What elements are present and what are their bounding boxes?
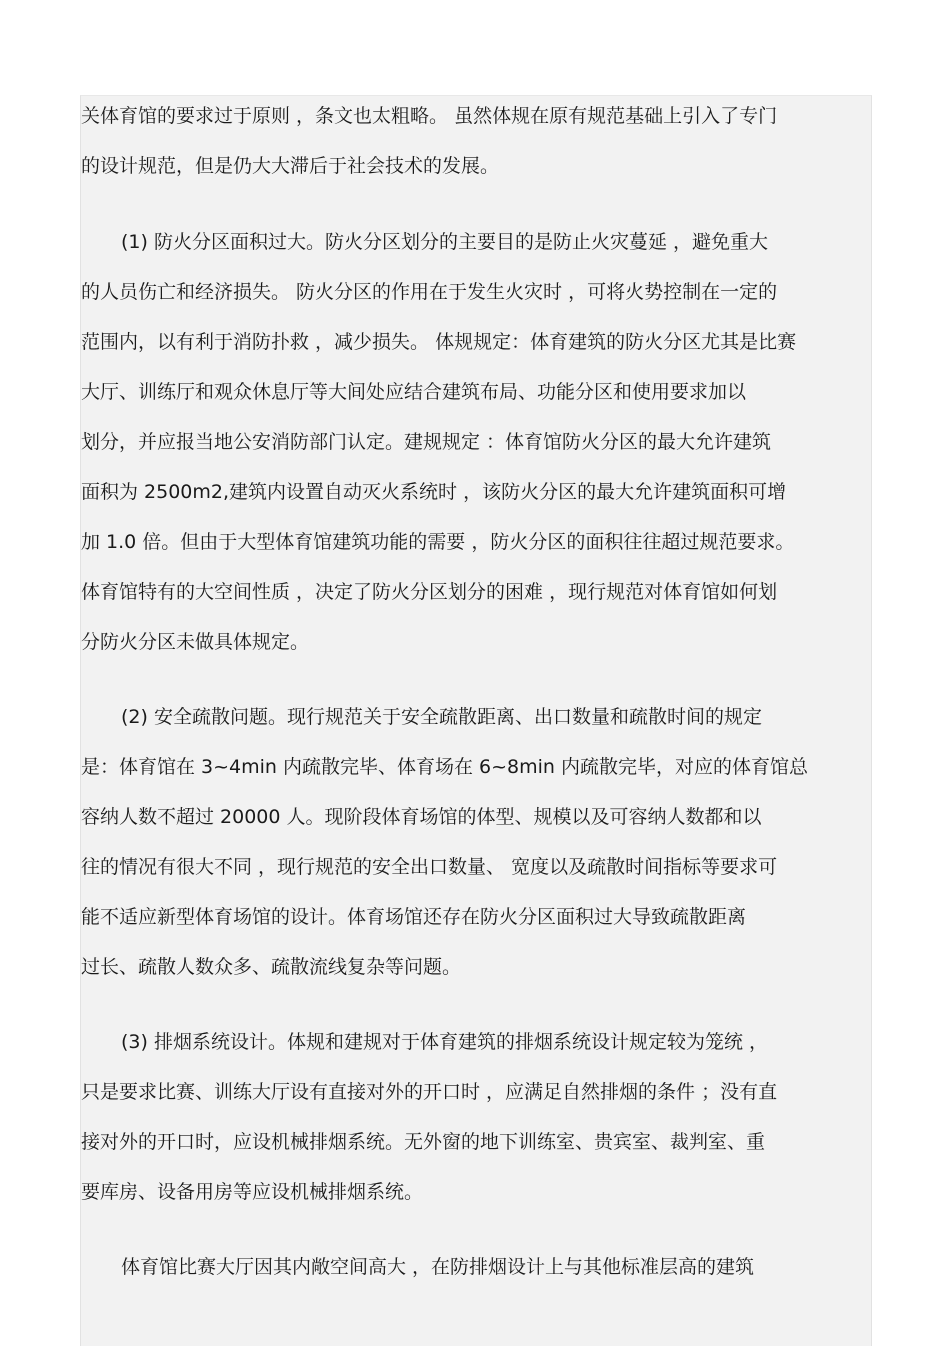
text-line: 只是要求比赛、训练大厅设有直接对外的开口时 ，应满足自然排烟的条件 ；没有直	[81, 1081, 778, 1103]
text-line: 体育馆比赛大厅因其内敞空间高大 ，在防排烟设计上与其他标准层高的建筑	[121, 1256, 755, 1278]
text-line: 体育馆特有的大空间性质 ，决定了防火分区划分的困难 ，现行规范对体育馆如何划	[81, 581, 778, 603]
text-line: 的人员伤亡和经济损失。 防火分区的作用在于发生火灾时 ，可将火势控制在一定的	[81, 281, 778, 303]
text-line: 容纳人数不超过 20000 人。现阶段体育场馆的体型、规模以及可容纳人数都和以	[81, 806, 762, 828]
text-line: 过长、疏散人数众多、疏散流线复杂等问题。	[81, 956, 462, 978]
text-line: 面积为 2500m2,建筑内设置自动灭火系统时 ，该防火分区的最大允许建筑面积可增	[81, 481, 787, 503]
text-line: 分防火分区未做具体规定。	[81, 631, 310, 653]
text-line: 关体育馆的要求过于原则 ，条文也太粗略。 虽然体规在原有规范基础上引入了专门	[81, 105, 778, 127]
text-line: (3) 排烟系统设计。体规和建规对于体育建筑的排烟系统设计规定较为笼统 ，	[121, 1031, 768, 1053]
text-line: 加 1.0 倍。但由于大型体育馆建筑功能的需要 ，防火分区的面积往往超过规范要求。	[81, 531, 795, 553]
text-line: 接对外的开口时，应设机械排烟系统。无外窗的地下训练室、贵宾室、裁判室、重	[81, 1131, 766, 1153]
document-page	[80, 95, 872, 1346]
text-line: 划分，并应报当地公安消防部门认定。建规规定 ：体育馆防火分区的最大允许建筑	[81, 431, 772, 453]
text-line: 是：体育馆在 3~4min 内疏散完毕、体育场在 6~8min 内疏散完毕，对应的体育馆总	[81, 756, 809, 778]
text-line: (1) 防火分区面积过大。防火分区划分的主要目的是防止火灾蔓延 ，避免重大	[121, 231, 768, 253]
text-line: 的设计规范，但是仍大大滞后于社会技术的发展。	[81, 155, 500, 177]
text-line: 要库房、设备用房等应设机械排烟系统。	[81, 1181, 424, 1203]
text-line: 能不适应新型体育场馆的设计。体育场馆还存在防火分区面积过大导致疏散距离	[81, 906, 747, 928]
text-line: 范围内，以有利于消防扑救 ，减少损失。 体规规定：体育建筑的防火分区尤其是比赛	[81, 331, 797, 353]
text-line: 往的情况有很大不同 ，现行规范的安全出口数量、 宽度以及疏散时间指标等要求可	[81, 856, 778, 878]
text-line: (2) 安全疏散问题。现行规范关于安全疏散距离、出口数量和疏散时间的规定	[121, 706, 762, 728]
text-line: 大厅、训练厅和观众休息厅等大间处应结合建筑布局、功能分区和使用要求加以	[81, 381, 747, 403]
